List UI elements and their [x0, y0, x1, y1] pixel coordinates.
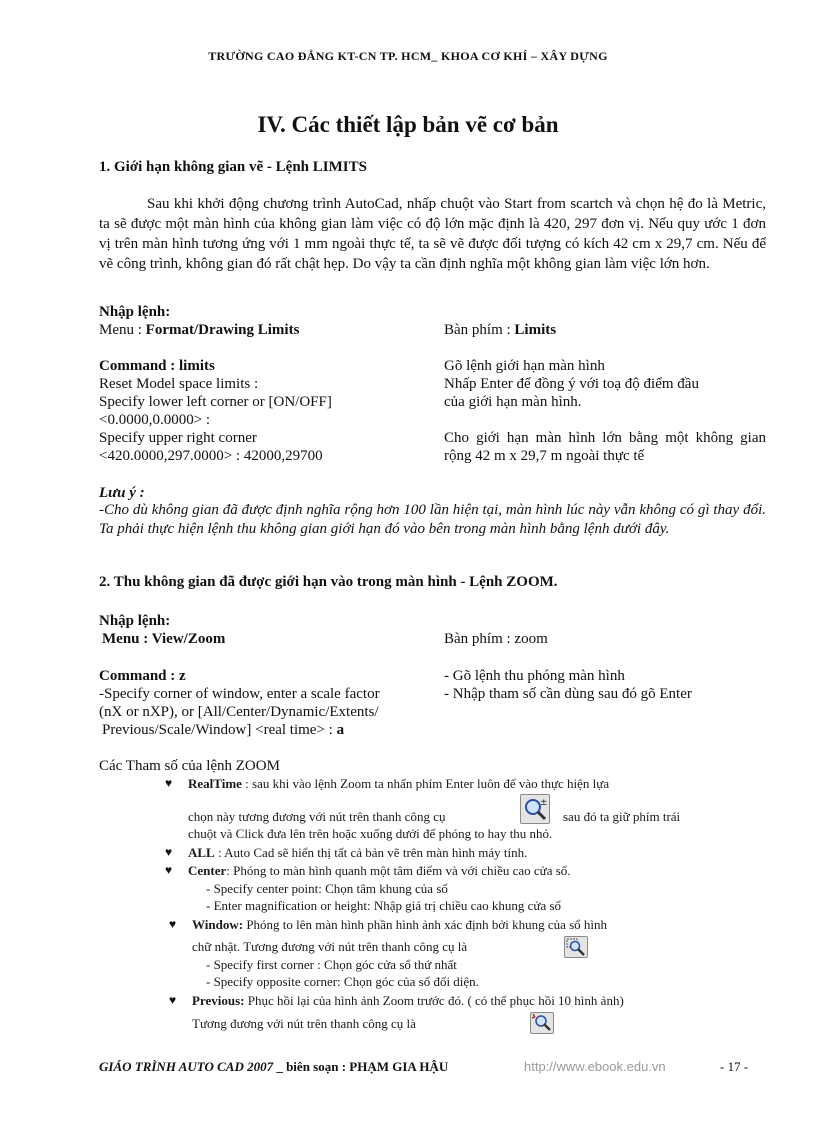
note-label: Lưu ý :	[99, 485, 145, 501]
section2-command: Command : z	[99, 668, 186, 684]
section2-left-1: -Specify corner of window, enter a scale factor	[99, 686, 380, 702]
previous-line-1	[192, 992, 624, 1010]
previous-text: Phục hồi lại của hình ảnh Zoom trước đó. ( có thể phục hồi 10 hình ảnh)	[244, 993, 624, 1008]
heart-bullet-icon: ♥	[169, 993, 177, 1007]
section1-input-label: Nhập lệnh:	[99, 304, 171, 320]
menu-prefix: Menu :	[99, 322, 146, 338]
page-number: - 17 -	[720, 1059, 749, 1074]
previous-term: Previous:	[192, 993, 245, 1008]
keyboard-value: Limits	[514, 322, 557, 338]
center-text: : Phóng to màn hình quanh một tâm điểm và với chiều cao cửa sổ.	[226, 863, 571, 878]
realtime-text: : sau khi vào lệnh Zoom ta nhấn phím Enter luôn để vào thực hiện lựa	[241, 776, 610, 791]
section1-menu-line	[99, 321, 299, 339]
zoom-realtime-tool-icon	[520, 794, 550, 824]
all-line	[188, 844, 527, 862]
heart-bullet-icon: ♥	[165, 863, 173, 877]
section2-menu: Menu : View/Zoom	[102, 631, 226, 647]
footer-book	[99, 1059, 448, 1075]
section2-heading: 2. Thu không gian đã được giới hạn vào trong màn hình - Lệnh ZOOM.	[99, 574, 558, 590]
section1-step-2: Specify lower left corner or [ON/OFF]	[99, 394, 332, 410]
section2-right-1: - Gõ lệnh thu phóng màn hình	[444, 668, 625, 684]
section1-paragraph: Sau khi khởi động chương trình AutoCad, nhấp chuột vào Start from scartch và chọn hệ đo là Metric, ta sẽ được một màn hình của không gian làm việc có độ lớn mặc định là 420, 297 đơn vị. Nếu quy ước 1 đơn vị trên màn hình tương ứng với 1 mm ngoài thực tế, ta sẽ vẽ được đối tượng có kích 42 cm x 29,7 cm. Nếu để vẽ công trình, không gian đó rất chật hẹp. Do vậy ta cần định nghĩa một không gian làm việc lớn hơn.	[99, 196, 766, 272]
section2-right-2: - Nhập tham số cần dùng sau đó gõ Enter	[444, 686, 692, 702]
realtime-line-2b: sau đó ta giữ phím trái	[563, 809, 681, 824]
menu-value: Format/Drawing Limits	[145, 322, 300, 338]
page-title: IV. Các thiết lập bản vẽ cơ bản	[257, 112, 559, 137]
keyboard-prefix: Bàn phím :	[444, 322, 515, 338]
heart-bullet-icon: ♥	[165, 776, 173, 790]
section1-command: Command : limits	[99, 358, 215, 374]
section2-left-3-answer: a	[336, 722, 345, 738]
section1-right-3: Cho giới hạn màn hình lớn bằng một không gian rộng 42 m x 29,7 m ngoài thực tế	[444, 430, 766, 464]
section1-step-4: Specify upper right corner	[99, 430, 257, 446]
center-sub-2: - Enter magnification or height: Nhập giá trị chiều cao khung cửa sổ	[206, 898, 562, 913]
zoom-window-tool-icon	[564, 936, 588, 958]
section1-step-5: <420.0000,297.0000> : 42000,29700	[99, 448, 323, 464]
window-line-1	[192, 916, 607, 934]
footer-author: PHẠM GIA HẬU	[349, 1059, 449, 1074]
window-line-2: chữ nhật. Tương đương với nút trên thanh công cụ là	[192, 939, 468, 954]
footer-url[interactable]: http://www.ebook.edu.vn	[524, 1059, 666, 1074]
section2-left-3	[102, 721, 344, 739]
center-term: Center	[188, 863, 227, 878]
footer-book-title: GIÁO TRÌNH AUTO CAD 2007	[99, 1059, 274, 1074]
previous-line-2: Tương đương với nút trên thanh công cụ là	[192, 1016, 416, 1031]
window-text: Phóng to lên màn hình phần hình ảnh xác định bởi khung của sổ hình	[243, 917, 608, 932]
center-sub-1: - Specify center point: Chọn tâm khung của sổ	[206, 881, 448, 896]
realtime-term: RealTime	[188, 776, 242, 791]
footer-author-prefix: _ biên soạn :	[273, 1059, 350, 1074]
zoom-previous-tool-icon	[530, 1012, 554, 1034]
section1-right-2b: của giới hạn màn hình.	[444, 394, 582, 410]
note-text: -Cho dù không gian đã được định nghĩa rộng hơn 100 lần hiện tại, màn hình lúc này vẫn không có gì thay đổi. Ta phải thực hiện lệnh thu không gian giới hạn đó vào bên trong màn hình bằng lệnh dưới đây.	[99, 502, 766, 537]
section1-right-1: Gõ lệnh giới hạn màn hình	[444, 358, 605, 374]
all-term: ALL	[188, 845, 215, 860]
realtime-line-1	[188, 775, 609, 793]
section2-left-3-text: Previous/Scale/Window] <real time> :	[102, 722, 337, 738]
svg-text:±: ±	[540, 798, 548, 808]
section1-step-1: Reset Model space limits :	[99, 376, 259, 392]
realtime-line-2a: chọn này tương đương với nút trên thanh công cụ	[188, 809, 446, 824]
window-term: Window:	[192, 917, 244, 932]
page-header: TRƯỜNG CAO ĐẲNG KT-CN TP. HCM_ KHOA CƠ KHÍ – XÂY DỰNG	[208, 49, 608, 63]
section2-keyboard: Bàn phím : zoom	[444, 631, 548, 647]
section2-left-2: (nX or nXP), or [All/Center/Dynamic/Extents/	[99, 704, 379, 720]
heart-bullet-icon: ♥	[169, 917, 177, 931]
heart-bullet-icon: ♥	[165, 845, 173, 859]
section1-step-3: <0.0000,0.0000> :	[99, 412, 211, 428]
zoom-params-intro: Các Tham số của lệnh ZOOM	[99, 758, 280, 774]
all-text: : Auto Cad sẽ hiển thị tất cả bản vẽ trên màn hình máy tính.	[214, 845, 528, 860]
center-line	[188, 862, 571, 880]
window-sub-2: - Specify opposite corner: Chọn góc của sổ đối diện.	[206, 974, 479, 989]
section1-heading: 1. Giới hạn không gian vẽ - Lệnh LIMITS	[99, 159, 367, 175]
section2-input-label: Nhập lệnh:	[99, 613, 171, 629]
window-sub-1: - Specify first corner : Chọn góc cửa sổ thứ nhất	[206, 957, 457, 972]
section1-keyboard-line	[444, 321, 556, 339]
section1-right-2a: Nhấp Enter để đồng ý với toạ độ điểm đầu	[444, 376, 699, 392]
realtime-line-3: chuột và Click đưa lên trên hoặc xuống dưới để phóng to hay thu nhỏ.	[188, 826, 553, 841]
